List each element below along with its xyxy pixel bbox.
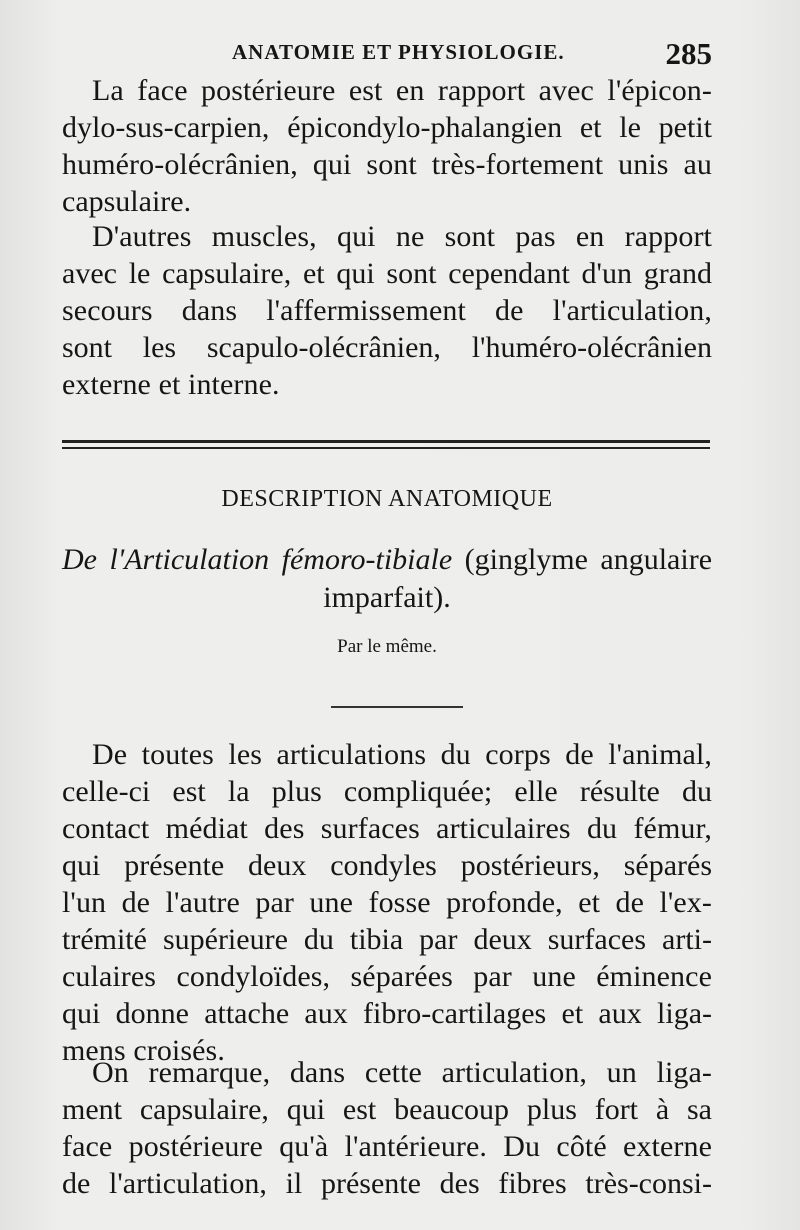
- text-line: avec le capsulaire, et qui sont cependant d'un grand: [62, 257, 712, 290]
- paragraph-2: [62, 218, 712, 403]
- page-number: 285: [665, 36, 712, 71]
- text-line: culaires condyloïdes, séparées par une éminence: [62, 960, 712, 993]
- section-subtitle-continued: imparfait).: [323, 581, 451, 614]
- section-divider-rule: [62, 440, 710, 443]
- text-line: l'un de l'autre par une fosse profonde, et de l'ex-: [62, 886, 712, 919]
- section-divider-rule: [62, 447, 710, 449]
- text-line: de l'articulation, il présente des fibres très-consi-: [62, 1167, 712, 1200]
- text-line: qui donne attache aux fibro-cartilages et aux liga-: [62, 997, 712, 1030]
- paragraph-1: [62, 72, 712, 220]
- text-line: trémité supérieure du tibia par deux surfaces arti-: [62, 923, 712, 956]
- author-byline: Par le même.: [337, 636, 437, 657]
- paragraph-3: [62, 736, 712, 1069]
- paragraph-4: [62, 1054, 712, 1202]
- section-title: DESCRIPTION ANATOMIQUE: [221, 486, 553, 512]
- subtitle-roman: (ginglyme angulaire: [464, 543, 713, 576]
- section-subtitle: [62, 540, 712, 580]
- text-line: D'autres muscles, qui ne sont pas en rapport: [92, 220, 712, 253]
- page-header: [232, 36, 712, 70]
- text-line: qui présente deux condyles postérieurs, séparés: [62, 849, 712, 882]
- text-line: face postérieure qu'à l'antérieure. Du côté externe: [62, 1130, 712, 1163]
- byline-rule: [331, 706, 463, 708]
- text-line: ment capsulaire, qui est beaucoup plus fort à sa: [62, 1093, 712, 1126]
- text-line: De toutes les articulations du corps de l'animal,: [92, 738, 712, 771]
- text-line: mens croisés.: [62, 1034, 225, 1067]
- text-line: La face postérieure est en rapport avec l'épicon-: [92, 74, 712, 107]
- text-line: capsulaire.: [62, 185, 192, 218]
- text-line: dylo-sus-carpien, épicondylo-phalangien et le petit: [62, 111, 712, 144]
- running-head: ANATOMIE ET PHYSIOLOGIE.: [232, 40, 565, 64]
- text-line: sont les scapulo-olécrânien, l'huméro-olécrânien: [62, 331, 712, 364]
- text-line: huméro-olécrânien, qui sont très-fortement unis au: [62, 148, 712, 181]
- text-line: secours dans l'affermissement de l'articulation,: [62, 294, 712, 327]
- text-line: externe et interne.: [62, 368, 280, 401]
- text-line: contact médiat des surfaces articulaires du fémur,: [62, 812, 712, 845]
- text-line: On remarque, dans cette articulation, un liga-: [92, 1056, 712, 1089]
- text-line: celle-ci est la plus compliquée; elle résulte du: [62, 775, 712, 808]
- subtitle-italic: De l'Articulation fémoro-tibiale: [62, 543, 453, 576]
